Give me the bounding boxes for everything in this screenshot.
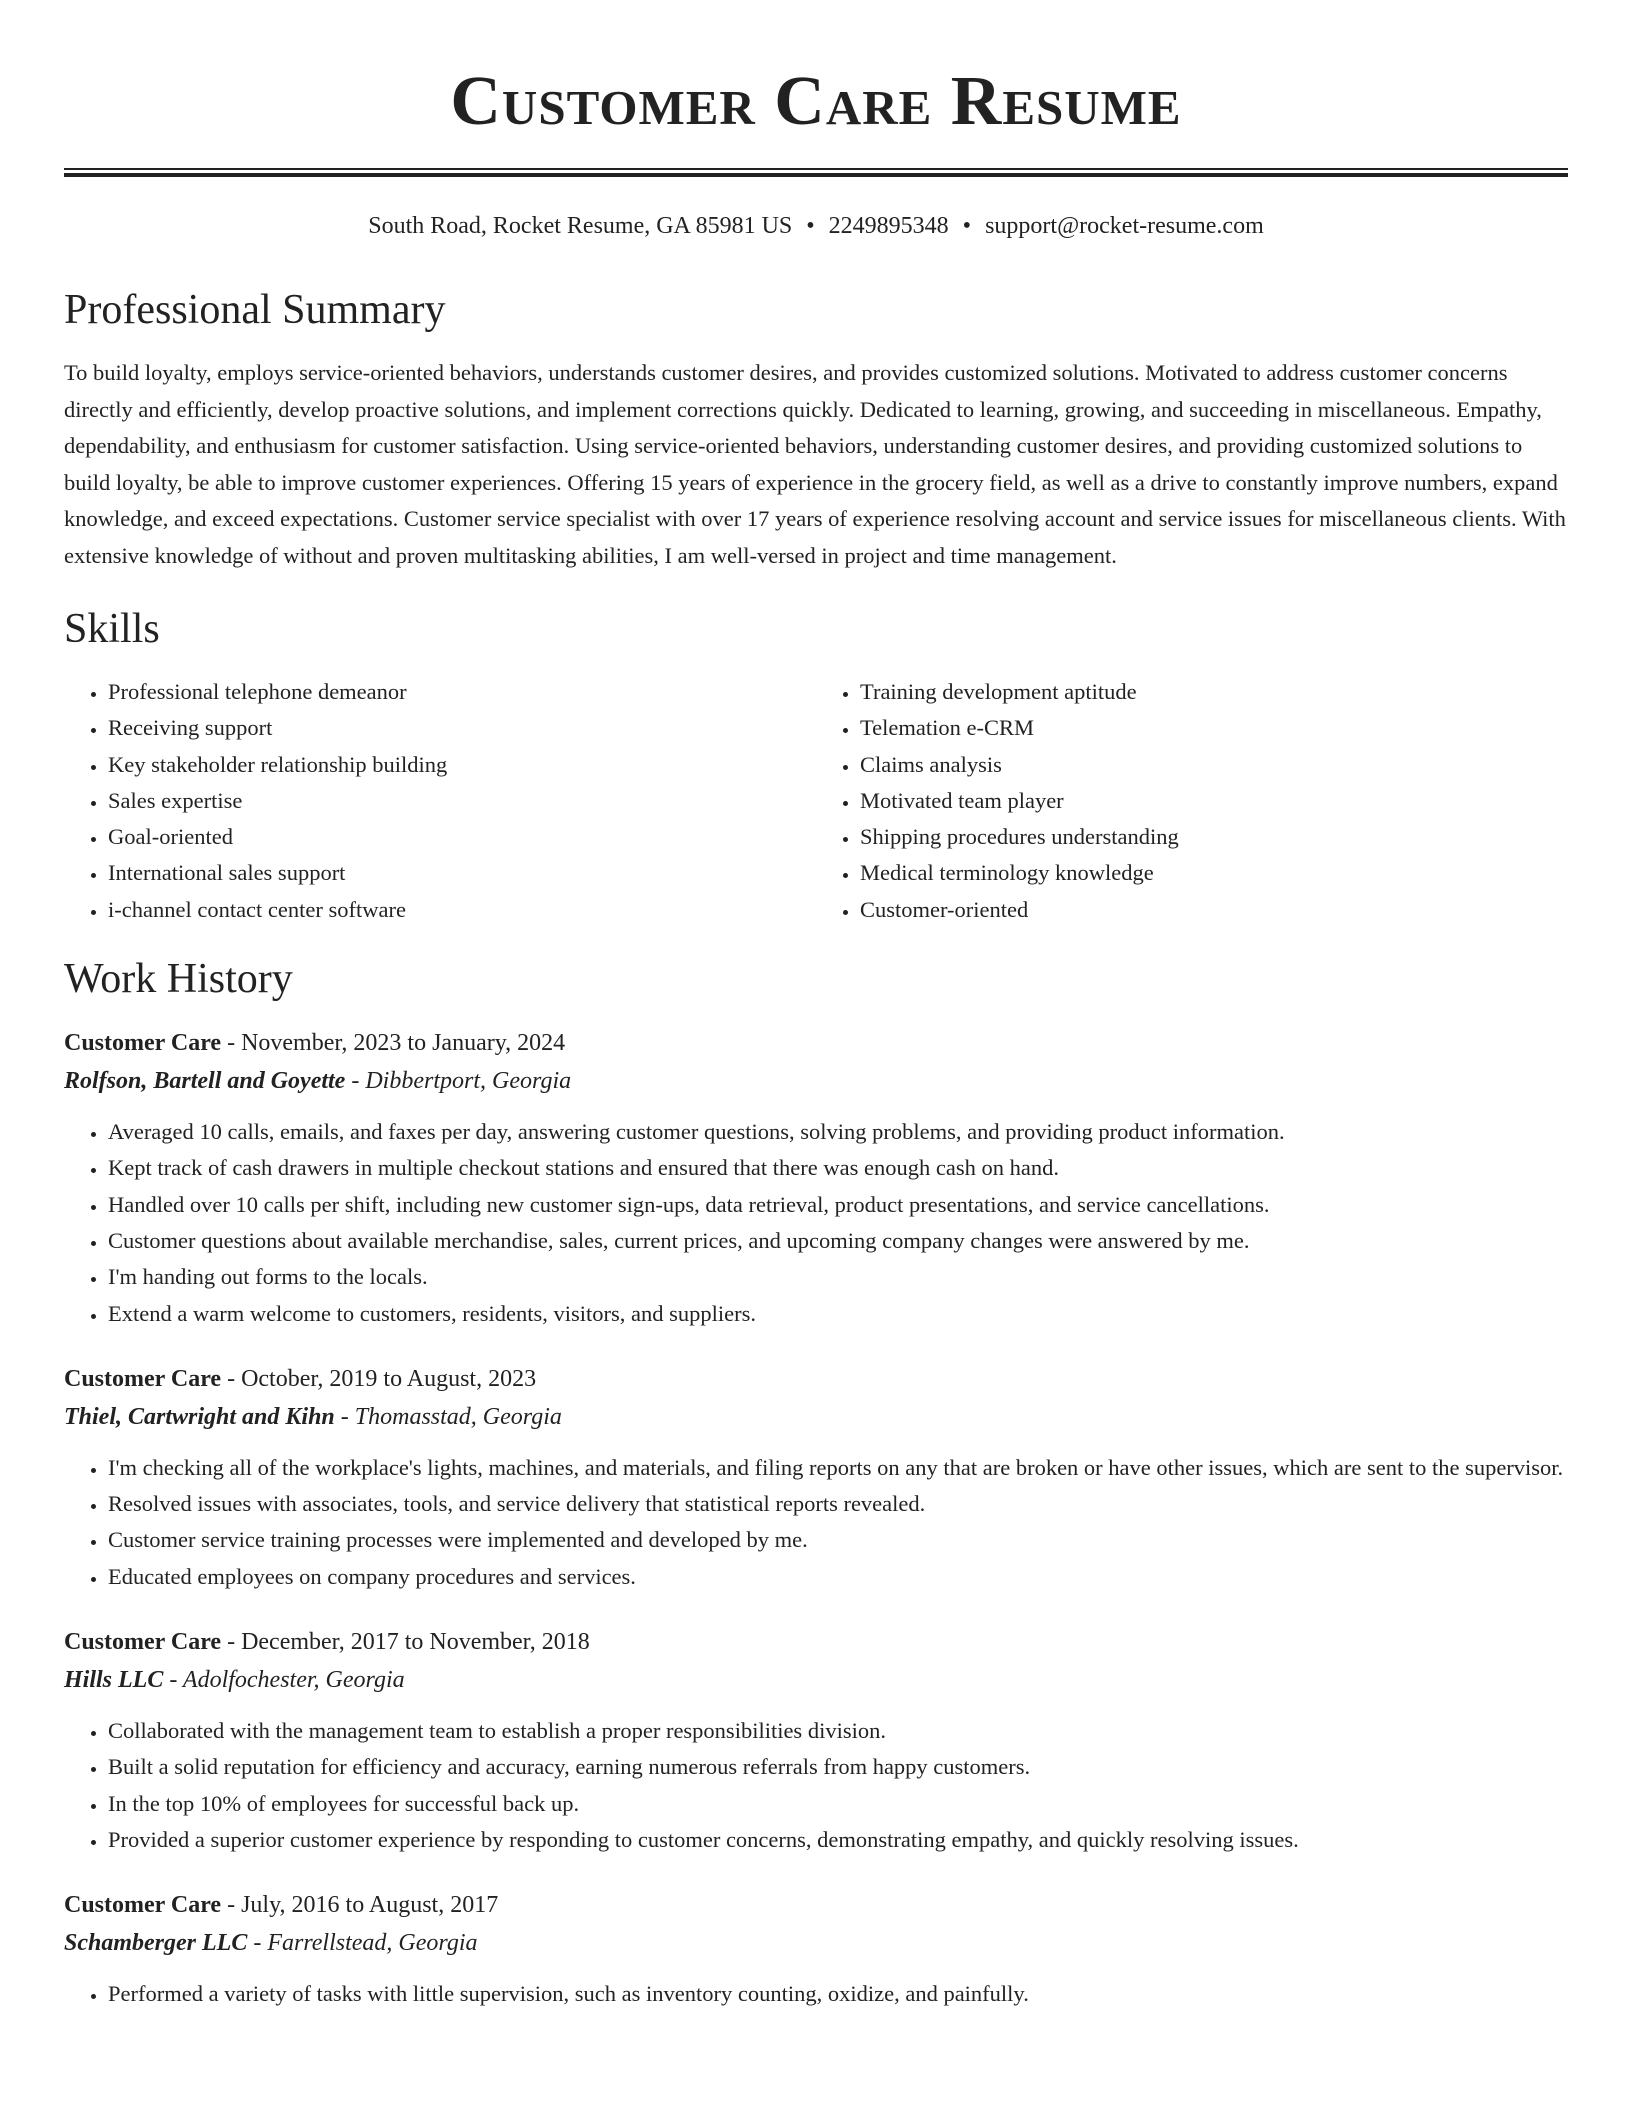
contact-address: South Road, Rocket Resume, GA 85981 US (368, 213, 793, 239)
contact-separator: • (962, 213, 972, 239)
skill-item: • i-channel contact center software (108, 892, 816, 928)
job-location: - Thomasstad, Georgia (334, 1403, 562, 1430)
job-company: Rolfson, Bartell and Goyette (64, 1068, 346, 1095)
skills-column-right (816, 674, 1568, 928)
job-entry (64, 1886, 1568, 2012)
skill-item: • International sales support (108, 855, 816, 891)
contact-line (64, 211, 1568, 241)
job-role: Customer Care (64, 1030, 222, 1057)
job-duties (64, 1114, 1568, 1332)
job-role: Customer Care (64, 1629, 222, 1656)
job-entry (64, 1623, 1568, 1858)
skill-item: • Telemation e-CRM (860, 710, 1568, 746)
job-employer (64, 1924, 1568, 1962)
job-entry (64, 1024, 1568, 1332)
job-duty: • Built a solid reputation for efficiency and accuracy, earning numerous referrals from happy customers. (108, 1749, 1568, 1785)
skills-column-left (64, 674, 816, 928)
job-duty: • Resolved issues with associates, tools, and service delivery that statistical reports revealed. (108, 1486, 1568, 1522)
job-duty: • Performed a variety of tasks with little supervision, such as inventory counting, oxidize, and painfully. (108, 1976, 1568, 2012)
resume-title: Customer Care Resume (450, 63, 1182, 140)
skill-item: • Medical terminology knowledge (860, 855, 1568, 891)
job-dates: - November, 2023 to January, 2024 (221, 1030, 566, 1057)
skill-item: • Claims analysis (860, 747, 1568, 783)
job-company: Thiel, Cartwright and Kihn (64, 1403, 335, 1430)
job-header (64, 1024, 1568, 1062)
job-location: - Farrellstead, Georgia (247, 1930, 478, 1957)
skill-item: • Receiving support (108, 710, 816, 746)
title-divider (64, 168, 1568, 177)
job-duty: • Educated employees on company procedures and services. (108, 1559, 1568, 1595)
job-header (64, 1886, 1568, 1924)
job-duty: • I'm checking all of the workplace's lights, machines, and materials, and filing reports on any that are broken or have other issues, which are sent to the supervisor. (108, 1450, 1568, 1486)
job-duties (64, 1450, 1568, 1595)
job-duty: • Provided a superior customer experience by responding to customer concerns, demonstrating empathy, and quickly resolving issues. (108, 1822, 1568, 1858)
job-duties (64, 1976, 1568, 2012)
job-dates: - October, 2019 to August, 2023 (221, 1365, 537, 1392)
job-company: Hills LLC (64, 1667, 164, 1694)
work-history-heading: Work History (64, 956, 293, 1003)
job-employer (64, 1062, 1568, 1100)
job-duty: • Customer service training processes were implemented and developed by me. (108, 1522, 1568, 1558)
skill-item: • Key stakeholder relationship building (108, 747, 816, 783)
job-location: - Adolfochester, Georgia (163, 1667, 405, 1694)
summary-text: To build loyalty, employs service-oriented behaviors, understands customer desires, and provides customized solutions. Motivated to address customer concerns directly and efficiently, develop proactive solutions, and implement corrections quickly. Dedicated to learning, growing, and succeeding in miscellaneous. Empathy, dependability, and enthusiasm for customer satisfaction. Using service-oriented behaviors, understanding customer desires, and providing customized solutions to build loyalty, be able to improve customer experiences. Offering 15 years of experience in the grocery field, as well as a drive to constantly improve numbers, expand knowledge, and exceed expectations. Customer service specialist with over 17 years of experience resolving account and service issues for miscellaneous clients. With extensive knowledge of without and proven multitasking abilities, I am well-versed in project and time management. (64, 360, 1566, 568)
job-header (64, 1623, 1568, 1661)
summary-heading: Professional Summary (64, 287, 446, 333)
contact-email: support@rocket-resume.com (985, 213, 1264, 239)
skill-item: • Customer-oriented (860, 892, 1568, 928)
job-location: - Dibbertport, Georgia (345, 1068, 572, 1095)
job-duty: • Customer questions about available merchandise, sales, current prices, and upcoming company changes were answered by me. (108, 1223, 1568, 1259)
job-duty: • In the top 10% of employees for successful back up. (108, 1786, 1568, 1822)
skill-item: • Training development aptitude (860, 674, 1568, 710)
job-dates: - December, 2017 to November, 2018 (221, 1629, 590, 1656)
job-duties (64, 1713, 1568, 1858)
job-duty: • Kept track of cash drawers in multiple checkout stations and ensured that there was enough cash on hand. (108, 1150, 1568, 1186)
job-duty: • Extend a warm welcome to customers, residents, visitors, and suppliers. (108, 1296, 1568, 1332)
job-header (64, 1360, 1568, 1398)
contact-phone: 2249895348 (828, 213, 949, 239)
job-role: Customer Care (64, 1892, 222, 1919)
skill-item: • Goal-oriented (108, 819, 816, 855)
job-duty: • Averaged 10 calls, emails, and faxes per day, answering customer questions, solving problems, and providing product information. (108, 1114, 1568, 1150)
contact-separator: • (806, 213, 815, 239)
skill-item: • Professional telephone demeanor (108, 674, 816, 710)
job-employer (64, 1661, 1568, 1699)
job-duty: • Collaborated with the management team to establish a proper responsibilities division. (108, 1713, 1568, 1749)
skills-list (64, 674, 1568, 928)
job-employer (64, 1398, 1568, 1436)
skills-heading: Skills (64, 606, 160, 652)
job-company: Schamberger LLC (64, 1930, 248, 1957)
skill-item: • Sales expertise (108, 783, 816, 819)
job-duty: • Handled over 10 calls per shift, including new customer sign-ups, data retrieval, product presentations, and service cancellations. (108, 1187, 1568, 1223)
job-duty: • I'm handing out forms to the locals. (108, 1259, 1568, 1295)
job-dates: - July, 2016 to August, 2017 (221, 1892, 499, 1919)
skill-item: • Shipping procedures understanding (860, 819, 1568, 855)
skill-item: • Motivated team player (860, 783, 1568, 819)
job-entry (64, 1360, 1568, 1595)
job-role: Customer Care (64, 1365, 222, 1392)
